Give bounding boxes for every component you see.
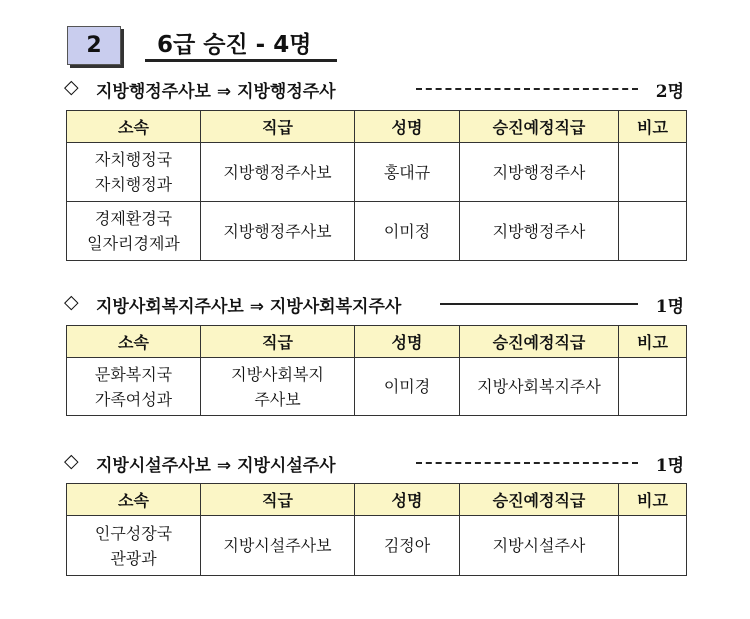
promotion-line-3 [64,450,684,474]
grade-cell: 지방사회복지 주사보 [201,358,355,416]
column-header: 승진예정직급 [460,326,619,358]
diamond-icon: ◇ [64,76,79,98]
column-header: 성명 [355,484,460,516]
promotion-table-3 [66,483,687,576]
name-cell: 이미경 [355,358,460,416]
note-cell [619,516,687,576]
column-header: 직급 [201,111,355,143]
table-row [67,358,687,416]
dept-cell: 경제환경국 일자리경제과 [67,202,201,261]
name-cell: 김정아 [355,516,460,576]
target-grade-cell: 지방사회복지주사 [460,358,619,416]
promotion-count: 2명 [655,82,684,102]
dept-cell: 자치행정국 자치행정과 [67,143,201,202]
column-header: 비고 [619,111,687,143]
table-row [67,143,687,202]
dept-cell: 문화복지국 가족여성과 [67,358,201,416]
dashed-leader [416,462,638,464]
target-grade-cell: 지방행정주사 [460,202,619,261]
promotion-count: 1명 [655,297,684,317]
promotion-table-2 [66,325,687,416]
note-cell [619,358,687,416]
promotion-line-1 [64,76,684,100]
grade-cell: 지방행정주사보 [201,143,355,202]
promotion-line-2 [64,291,684,315]
solid-leader [440,303,638,305]
column-header: 비고 [619,484,687,516]
column-header: 비고 [619,326,687,358]
dashed-leader [416,88,638,90]
table-row [67,516,687,576]
diamond-icon: ◇ [64,450,79,472]
column-header: 성명 [355,111,460,143]
note-cell [619,202,687,261]
target-grade-cell: 지방행정주사 [460,143,619,202]
promotion-count: 1명 [655,456,684,476]
column-header: 승진예정직급 [460,484,619,516]
section-heading [67,26,337,66]
name-cell: 홍대규 [355,143,460,202]
column-header: 성명 [355,326,460,358]
column-header: 소속 [67,111,201,143]
promotion-path: 지방시설주사보 ⇒ 지방시설주사 [96,456,336,476]
dept-cell: 인구성장국 관광과 [67,516,201,576]
promotion-table-1 [66,110,687,261]
name-cell: 이미정 [355,202,460,261]
column-header: 소속 [67,484,201,516]
table-header [67,326,687,358]
table-header [67,111,687,143]
grade-cell: 지방행정주사보 [201,202,355,261]
table-header [67,484,687,516]
column-header: 직급 [201,326,355,358]
diamond-icon: ◇ [64,291,79,313]
note-cell [619,143,687,202]
grade-cell: 지방시설주사보 [201,516,355,576]
promotion-path: 지방행정주사보 ⇒ 지방행정주사 [96,82,336,102]
section-title: 6급 승진 - 4명 [145,26,337,62]
table-row [67,202,687,261]
section-number: 2 [67,26,121,65]
column-header: 직급 [201,484,355,516]
column-header: 소속 [67,326,201,358]
promotion-path: 지방사회복지주사보 ⇒ 지방사회복지주사 [96,297,402,317]
target-grade-cell: 지방시설주사 [460,516,619,576]
column-header: 승진예정직급 [460,111,619,143]
